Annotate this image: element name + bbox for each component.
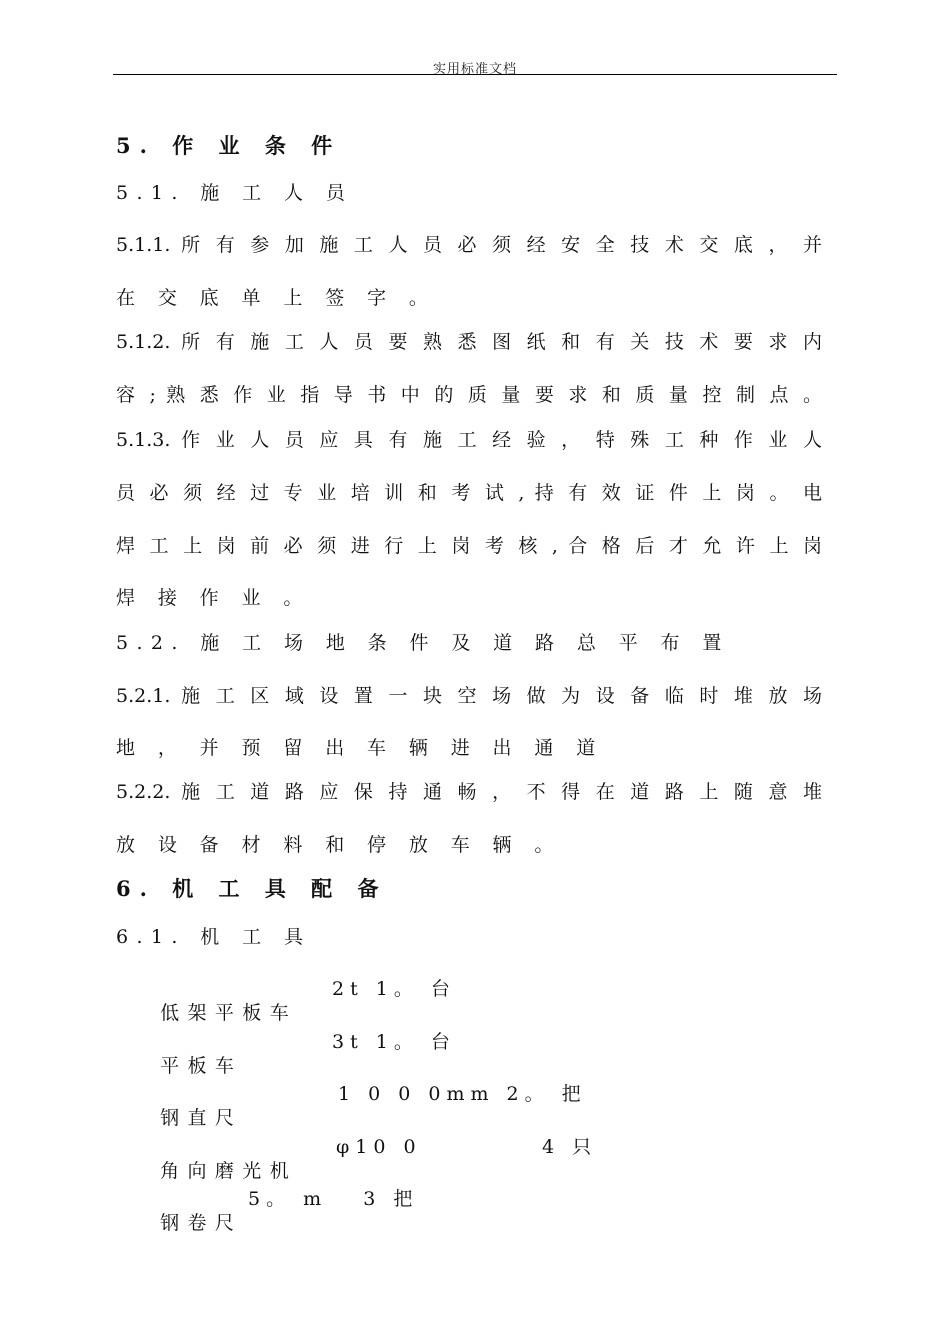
- para-5-1-1-line-1: 5.1.1. 所 有 参 加 施 工 人 员 必 须 经 安 全 技 术 交 底 ， 并: [116, 234, 822, 256]
- page-header-title: 实用标准文档: [432, 62, 517, 77]
- para-5-1-2-line-2: 容 ; 熟 悉 作 业 指 导 书 中 的 质 量 要 求 和 质 量 控 制 点 。: [116, 384, 822, 406]
- para-5-1-3-line-4: 焊 接 作 业 。: [116, 587, 311, 609]
- tool-name: 低架平板车: [160, 1002, 298, 1024]
- section-5-2-title: 5.2. 施 工 场 地 条 件 及 道 路 总 平 布 置: [116, 632, 730, 654]
- tool-row: [148, 1030, 456, 1078]
- header-divider: [113, 74, 837, 75]
- tool-name: 钢卷尺: [160, 1212, 243, 1234]
- tool-spec: φ10 0 4 只: [336, 1136, 598, 1158]
- para-5-1-3-line-3: 焊 工 上 岗 前 必 须 进 行 上 岗 考 核 , 合 格 后 才 允 许 上 岗: [116, 535, 822, 557]
- para-5-2-2-line-1: 5.2.2. 施 工 道 路 应 保 持 通 畅 ， 不 得 在 道 路 上 随 意 堆: [116, 781, 822, 803]
- para-5-2-1-line-2: 地 ， 并 预 留 出 车 辆 进 出 通 道: [116, 737, 604, 759]
- tool-name: 钢直尺: [160, 1107, 243, 1129]
- tool-spec: 3t 1。 台: [332, 1031, 456, 1053]
- tool-row: [148, 977, 456, 1025]
- para-5-1-3-line-2: 员 必 须 经 过 专 业 培 训 和 考 试 , 持 有 效 证 件 上 岗 。 电: [116, 482, 822, 504]
- tool-name: 平板车: [160, 1055, 243, 1077]
- para-5-2-2-line-2: 放 设 备 材 料 和 停 放 车 辆 。: [116, 834, 562, 856]
- tool-row: [148, 1187, 419, 1235]
- section-5-1-title: 5.1. 施 工 人 员: [116, 182, 354, 204]
- para-5-2-1-line-1: 5.2.1. 施 工 区 域 设 置 一 块 空 场 做 为 设 备 临 时 堆 放 场: [116, 685, 822, 707]
- section-5-heading: 5. 作 业 条 件: [116, 133, 342, 158]
- section-6-1-title: 6.1. 机 工 具: [116, 926, 312, 948]
- tool-spec: 5。 m 3 把: [248, 1188, 419, 1210]
- tool-row: [148, 1082, 587, 1130]
- tool-row: [148, 1135, 598, 1183]
- section-6-heading: 6. 机 工 具 配 备: [116, 876, 388, 901]
- tool-spec: 1 0 0 0mm 2。 把: [338, 1083, 587, 1105]
- para-5-1-2-line-1: 5.1.2. 所 有 施 工 人 员 要 熟 悉 图 纸 和 有 关 技 术 要 求 内: [116, 331, 822, 353]
- para-5-1-3-line-1: 5.1.3. 作 业 人 员 应 具 有 施 工 经 验 ， 特 殊 工 种 作 业 人: [116, 429, 822, 451]
- tool-name: 角向磨光机: [160, 1160, 298, 1182]
- para-5-1-1-line-2: 在 交 底 单 上 签 字 。: [116, 287, 437, 309]
- tool-spec: 2t 1。 台: [332, 978, 456, 1000]
